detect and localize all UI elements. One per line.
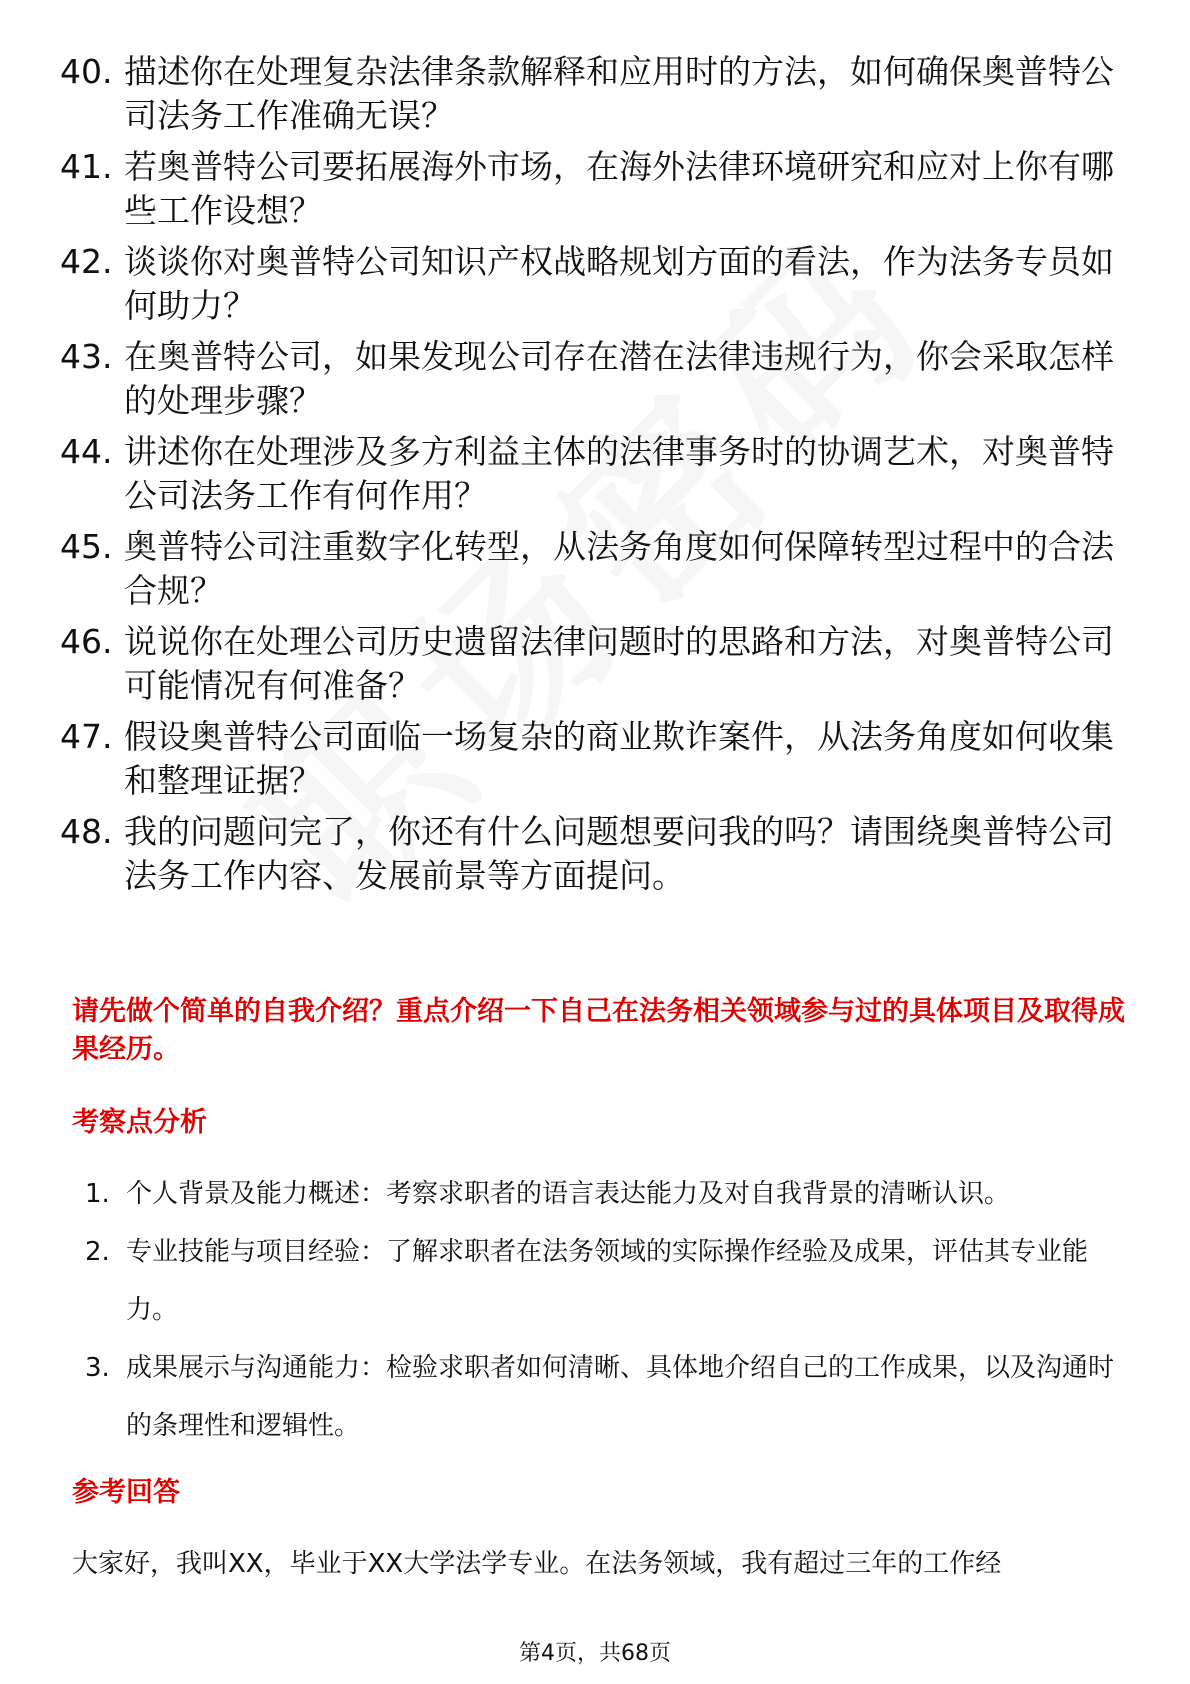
question-text: 奥普特公司注重数字化转型，从法务角度如何保障转型过程中的合法合规？ bbox=[124, 527, 1114, 610]
question-list bbox=[60, 50, 1120, 905]
list-item bbox=[60, 335, 1120, 423]
question-number: 40. bbox=[60, 52, 113, 91]
list-item bbox=[85, 1165, 1125, 1223]
analysis-title: 考察点分析 bbox=[72, 1107, 207, 1138]
analysis-number: 3. bbox=[85, 1353, 110, 1383]
list-item bbox=[85, 1339, 1125, 1455]
question-number: 42. bbox=[60, 242, 113, 281]
list-item bbox=[60, 810, 1120, 898]
list-item bbox=[85, 1223, 1125, 1339]
interview-question-heading: 请先做个简单的自我介绍？重点介绍一下自己在法务相关领域参与过的具体项目及取得成果经历。 bbox=[72, 996, 1125, 1065]
list-item bbox=[60, 50, 1120, 138]
question-number: 48. bbox=[60, 812, 113, 851]
analysis-number: 1. bbox=[85, 1179, 110, 1209]
analysis-text: 成果展示与沟通能力：检验求职者如何清晰、具体地介绍自己的工作成果，以及沟通时的条理性和逻辑性。 bbox=[126, 1353, 1115, 1441]
question-number: 45. bbox=[60, 527, 113, 566]
question-number: 44. bbox=[60, 432, 113, 471]
question-text: 假设奥普特公司面临一场复杂的商业欺诈案件，从法务角度如何收集和整理证据？ bbox=[124, 717, 1114, 800]
question-text: 谈谈你对奥普特公司知识产权战略规划方面的看法，作为法务专员如何助力？ bbox=[124, 242, 1114, 325]
analysis-text: 个人背景及能力概述：考察求职者的语言表达能力及对自我背景的清晰认识。 bbox=[126, 1179, 1011, 1209]
analysis-list bbox=[85, 1165, 1125, 1455]
question-number: 47. bbox=[60, 717, 113, 756]
list-item bbox=[60, 715, 1120, 803]
answer-text: 大家好，我叫XX，毕业于XX大学法学专业。在法务领域，我有超过三年的工作经 bbox=[72, 1549, 1002, 1579]
question-number: 41. bbox=[60, 147, 113, 186]
analysis-number: 2. bbox=[85, 1237, 110, 1267]
question-number: 43. bbox=[60, 337, 113, 376]
list-item bbox=[60, 240, 1120, 328]
answer-title: 参考回答 bbox=[72, 1477, 180, 1508]
list-item bbox=[60, 145, 1120, 233]
list-item bbox=[60, 525, 1120, 613]
question-text: 若奥普特公司要拓展海外市场，在海外法律环境研究和应对上你有哪些工作设想？ bbox=[124, 147, 1114, 230]
question-text: 在奥普特公司，如果发现公司存在潜在法律违规行为，你会采取怎样的处理步骤？ bbox=[124, 337, 1114, 420]
question-text: 讲述你在处理涉及多方利益主体的法律事务时的协调艺术，对奥普特公司法务工作有何作用？ bbox=[124, 432, 1114, 515]
question-text: 描述你在处理复杂法律条款解释和应用时的方法，如何确保奥普特公司法务工作准确无误？ bbox=[124, 52, 1114, 135]
list-item bbox=[60, 430, 1120, 518]
question-number: 46. bbox=[60, 622, 113, 661]
question-text: 我的问题问完了，你还有什么问题想要问我的吗？请围绕奥普特公司法务工作内容、发展前景等方面提问。 bbox=[124, 812, 1114, 895]
page-footer: 第4页，共68页 bbox=[519, 1641, 671, 1666]
list-item bbox=[60, 620, 1120, 708]
question-text: 说说你在处理公司历史遗留法律问题时的思路和方法，对奥普特公司可能情况有何准备？ bbox=[124, 622, 1114, 705]
analysis-text: 专业技能与项目经验：了解求职者在法务领域的实际操作经验及成果，评估其专业能力。 bbox=[126, 1237, 1089, 1325]
